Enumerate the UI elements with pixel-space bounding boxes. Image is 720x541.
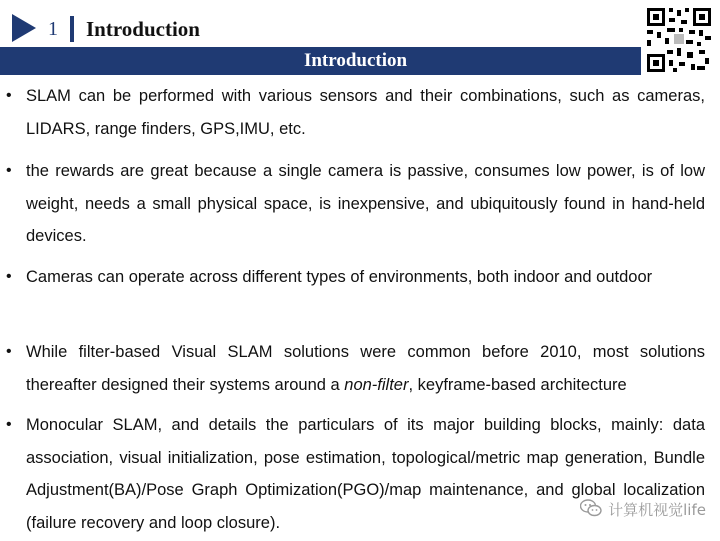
wechat-icon <box>580 499 602 521</box>
bullet-dot-icon: • <box>6 162 12 179</box>
bullet-text: the rewards are great because a single camera is passive, consumes low power, is of low weight, needs a small physical space, is inexpensive, and ubiquitously found in hand-held devices. <box>26 162 705 245</box>
bullet-dot-icon: • <box>6 268 12 285</box>
section-title: Introduction <box>86 17 200 41</box>
section-triangle-icon <box>12 14 36 42</box>
bullet-text-tail: , keyframe-based architecture <box>408 375 627 394</box>
bullet-text: SLAM can be performed with various sensors and their combinations, such as cameras, LIDARS, range finders, GPS,IMU, etc. <box>26 87 705 138</box>
bullet-text: Cameras can operate across different types of environments, both indoor and outdoor <box>26 268 653 286</box>
slide-header <box>0 0 720 46</box>
banner-title: Introduction <box>303 50 408 71</box>
watermark-text: 计算机视觉life <box>608 500 706 519</box>
list-item <box>6 80 705 145</box>
bullet-text: Monocular SLAM, and details the particulars of its major building blocks, mainly: data association, visual initialization, pose estimation, topological/metric map generation, Bundle Adjustment(BA)/Pose Graph Optimization(PGO)/map maintenance, and global localization (failure recovery and loop closure). <box>26 416 705 532</box>
bullet-dot-icon: • <box>6 416 12 433</box>
section-divider <box>70 16 74 42</box>
section-number: 1 <box>48 18 58 40</box>
bullet-emphasis: non-filter <box>344 375 409 394</box>
list-item <box>6 261 705 294</box>
list-item <box>6 155 705 253</box>
list-item <box>6 336 705 401</box>
watermark <box>580 499 706 522</box>
bullet-text: While filter-based Visual SLAM solutions were common before 2010, most solutions thereafter designed their systems around a <box>26 343 705 394</box>
bullet-dot-icon: • <box>6 343 12 360</box>
bullet-dot-icon: • <box>6 87 12 104</box>
